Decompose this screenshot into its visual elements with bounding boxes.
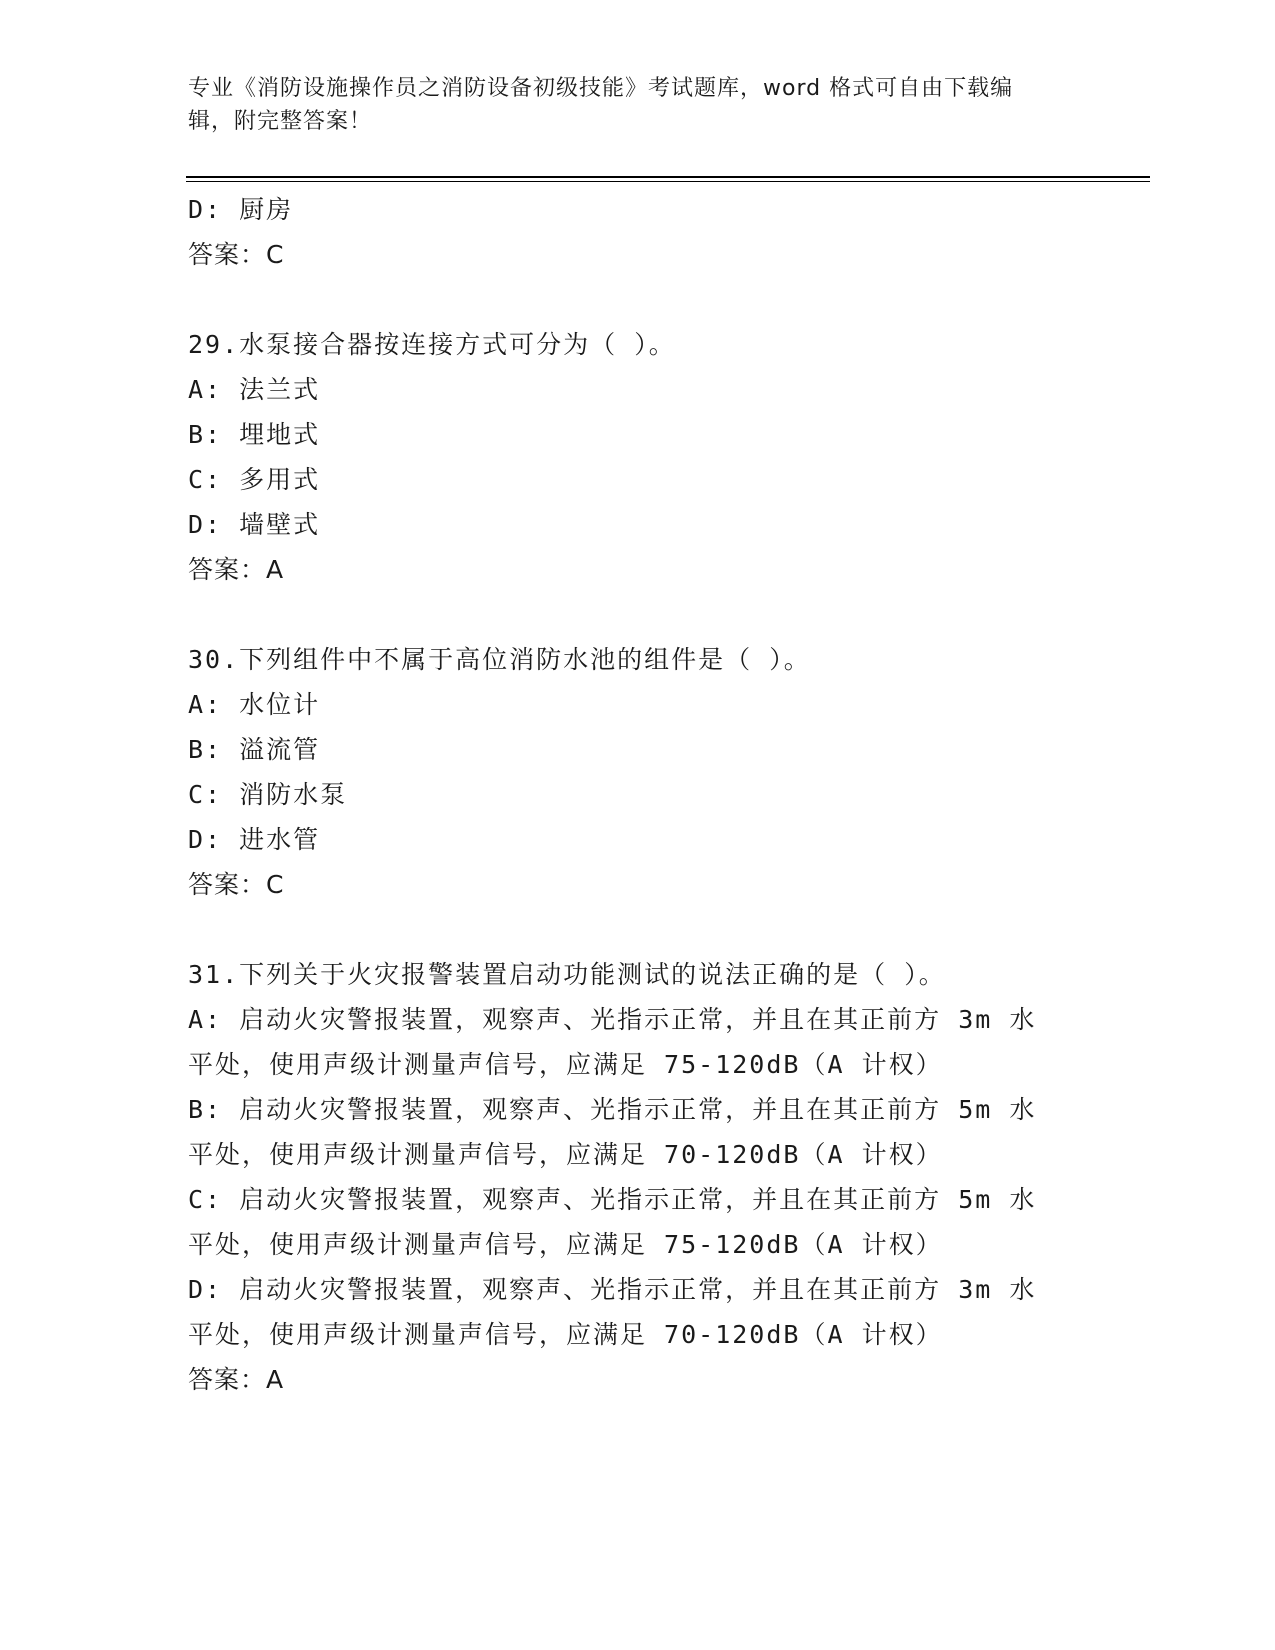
option-c-line-2: 平处，使用声级计测量声信号，应满足 75-120dB（A 计权） — [188, 1230, 943, 1259]
header-line-2: 辑，附完整答案！ — [188, 109, 373, 134]
option-a-line-1: A: 启动火灾警报装置，观察声、光指示正常，并且在其正前方 3m 水 — [188, 1005, 1037, 1034]
option-c: C: 多用式 — [188, 465, 321, 494]
header-line-1: 专业《消防设施操作员之消防设备初级技能》考试题库，word 格式可自由下载编 — [188, 76, 1014, 101]
option-b: B: 埋地式 — [188, 420, 321, 449]
option-b-line-2: 平处，使用声级计测量声信号，应满足 70-120dB（A 计权） — [188, 1140, 943, 1169]
header-rule-thin — [186, 181, 1150, 182]
document-body — [188, 187, 1088, 1402]
answer-label: 答案：A — [188, 1365, 285, 1394]
option-a-line-2: 平处，使用声级计测量声信号，应满足 75-120dB（A 计权） — [188, 1050, 943, 1079]
option-a: A: 水位计 — [188, 690, 321, 719]
question-30 — [188, 637, 1088, 907]
option-d: D: 厨房 — [188, 195, 294, 224]
question-text: 30.下列组件中不属于高位消防水池的组件是（ ）。 — [188, 645, 811, 674]
option-d-line-1: D: 启动火灾警报装置，观察声、光指示正常，并且在其正前方 3m 水 — [188, 1275, 1037, 1304]
answer-label: 答案：C — [188, 240, 285, 269]
question-text: 29.水泵接合器按连接方式可分为（ ）。 — [188, 330, 676, 359]
option-c-line-1: C: 启动火灾警报装置，观察声、光指示正常，并且在其正前方 5m 水 — [188, 1185, 1037, 1214]
question-31 — [188, 952, 1088, 1402]
header-rule-thick — [186, 176, 1150, 178]
spacer — [188, 592, 1088, 637]
spacer — [188, 277, 1088, 322]
option-b: B: 溢流管 — [188, 735, 321, 764]
option-d: D: 进水管 — [188, 825, 321, 854]
answer-label: 答案：A — [188, 555, 285, 584]
question-29 — [188, 322, 1088, 592]
option-c: C: 消防水泵 — [188, 780, 348, 809]
option-d-line-2: 平处，使用声级计测量声信号，应满足 70-120dB（A 计权） — [188, 1320, 943, 1349]
question-text: 31.下列关于火灾报警装置启动功能测试的说法正确的是（ ）。 — [188, 960, 946, 989]
option-d: D: 墙壁式 — [188, 510, 321, 539]
spacer — [188, 907, 1088, 952]
document-header — [188, 72, 1068, 138]
option-a: A: 法兰式 — [188, 375, 321, 404]
option-b-line-1: B: 启动火灾警报装置，观察声、光指示正常，并且在其正前方 5m 水 — [188, 1095, 1037, 1124]
answer-label: 答案：C — [188, 870, 285, 899]
question-28-tail — [188, 187, 1088, 277]
